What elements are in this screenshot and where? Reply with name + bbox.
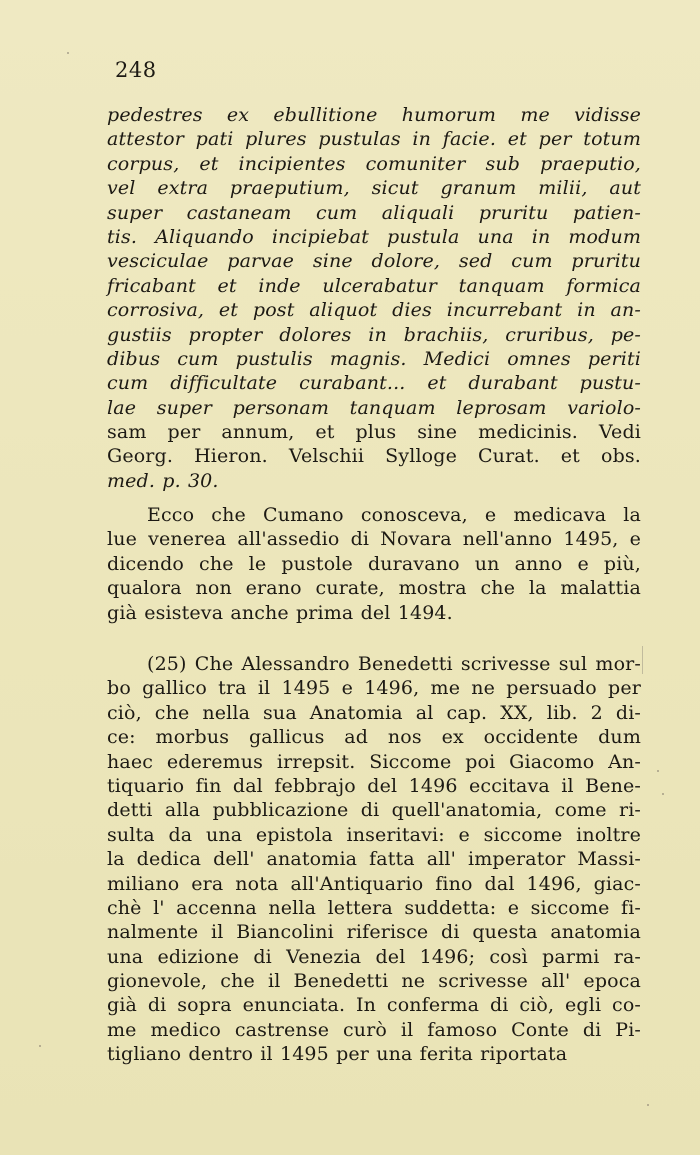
- latin-line-9: corrosiva, et post aliquot dies incurrebant in an-: [107, 299, 641, 322]
- page-edge-mark: [642, 646, 643, 674]
- page-number: 248: [115, 58, 157, 82]
- commentary-line-5: già esisteva anche prima del 1494.: [107, 601, 453, 624]
- note-line-16: me medico castrense curò il famoso Conte di Pi-: [107, 1018, 641, 1041]
- note-line-12: nalmente il Biancolini riferisce di questa anatomia: [107, 921, 641, 944]
- latin-line-1: pedestres ex ebullitione humorum me vidisse: [107, 104, 641, 126]
- note-line-6: tiquario fin dal febbrajo del 1496 eccitava il Bene-: [107, 774, 641, 797]
- latin-line-15: Georg. Hieron. Velschii Sylloge Curat. et obs.: [107, 445, 641, 468]
- note-line-5: haec ederemus irrepsit. Siccome poi Giacomo An-: [107, 750, 641, 773]
- note-line-3: ciò, che nella sua Anatomia al cap. XX, lib. 2 di-: [107, 701, 641, 724]
- paper-speck: [662, 793, 664, 795]
- latin-line-10: gustiis propter dolores in brachiis, cruribus, pe-: [107, 323, 641, 346]
- note-line-9: la dedica dell' anatomia fatta all' imperator Massi-: [107, 848, 641, 871]
- latin-line-11: dibus cum pustulis magnis. Medici omnes periti: [107, 347, 641, 370]
- latin-line-13: lae super personam tanquam leprosam variolo-: [107, 396, 641, 419]
- note-line-7: detti alla pubblicazione di quell'anatomia, come ri-: [107, 799, 641, 822]
- latin-line-14: sam per annum, et plus sine medicinis. Vedi: [107, 421, 641, 444]
- latin-line-4: vel extra praeputium, sicut granum milii, aut: [107, 177, 641, 200]
- commentary-line-2: lue venerea all'assedio di Novara nell'anno 1495, e: [107, 528, 641, 551]
- latin-line-5: super castaneam cum aliquali pruritu patien-: [107, 201, 641, 224]
- note-line-10: miliano era nota all'Antiquario fino dal 1496, giac-: [107, 872, 641, 895]
- commentary-block: [107, 503, 641, 625]
- paper-speck: [657, 770, 659, 772]
- commentary-line-4: qualora non erano curate, mostra che la malattia: [107, 577, 641, 600]
- latin-line-7: vesciculae parvae sine dolore, sed cum pruritu: [107, 250, 641, 273]
- commentary-line-3: dicendo che le pustole duravano un anno e più,: [107, 552, 641, 575]
- latin-quote-block: [107, 103, 641, 493]
- note-line-4: ce: morbus gallicus ad nos ex occidente dum: [107, 726, 641, 749]
- note-line-1: (25) Che Alessandro Benedetti scrivesse sul mor-: [147, 653, 641, 675]
- paper-speck: [647, 1104, 649, 1106]
- latin-line-6: tis. Aliquando incipiebat pustula una in modum: [107, 225, 641, 248]
- note-line-2: bo gallico tra il 1495 e 1496, me ne persuado per: [107, 677, 641, 700]
- note-line-11: chè l' accenna nella lettera suddetta: e siccome fi-: [107, 896, 641, 919]
- note-line-14: gionevole, che il Benedetti ne scrivesse all' epoca: [107, 970, 641, 993]
- commentary-line-1: Ecco che Cumano conosceva, e medicava la: [147, 504, 641, 526]
- latin-line-2: attestor pati plures pustulas in facie. et per totum: [107, 128, 641, 151]
- paper-speck: [67, 52, 69, 54]
- latin-line-8: fricabant et inde ulcerabatur tanquam formica: [107, 274, 641, 297]
- note-line-8: sulta da una epistola inseritavi: e siccome inoltre: [107, 823, 641, 846]
- note-line-15: già di sopra enunciata. In conferma di ciò, egli co-: [107, 994, 641, 1017]
- note-line-17: tigliano dentro il 1495 per una ferita riportata: [107, 1043, 568, 1066]
- latin-line-16: med. p. 30.: [107, 469, 219, 492]
- latin-line-12: cum difficultate curabant... et durabant pustu-: [107, 372, 641, 395]
- footnote-25-block: [107, 652, 641, 1067]
- note-line-13: una edizione di Venezia del 1496; così parmi ra-: [107, 945, 641, 968]
- paper-speck: [39, 1045, 41, 1047]
- latin-line-3: corpus, et incipientes comuniter sub praeputio,: [107, 152, 641, 175]
